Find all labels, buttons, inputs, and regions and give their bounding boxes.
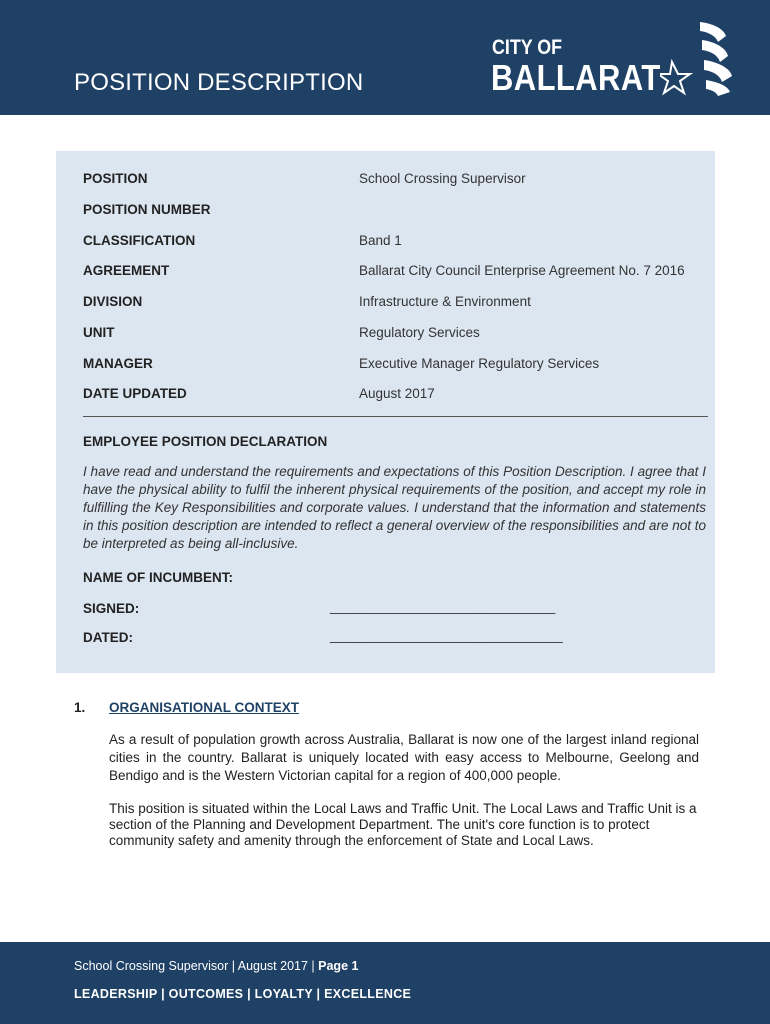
section-heading: ORGANISATIONAL CONTEXT — [109, 700, 300, 715]
detail-value-manager: Executive Manager Regulatory Services — [359, 356, 600, 371]
footer-page-number: Page 1 — [318, 959, 359, 973]
footer-document-info — [74, 959, 358, 973]
detail-value-division: Infrastructure & Environment — [359, 294, 531, 309]
footer-motto: LEADERSHIP | OUTCOMES | LOYALTY | EXCELLENCE — [74, 987, 412, 1001]
position-details-panel — [56, 151, 715, 673]
declaration-heading: EMPLOYEE POSITION DECLARATION — [83, 434, 328, 449]
page-header — [0, 0, 770, 115]
signed-label: SIGNED: — [83, 601, 140, 616]
detail-label-agreement: AGREEMENT — [83, 263, 170, 278]
logo-ballarat-text: BALLARAT — [491, 57, 661, 98]
date-line: _______________________________ — [330, 628, 563, 643]
signature-line: ______________________________ — [330, 599, 556, 614]
logo-city-of-text: CITY OF — [492, 36, 563, 59]
detail-value-position: School Crossing Supervisor — [359, 171, 526, 186]
detail-value-date-updated: August 2017 — [359, 386, 435, 401]
detail-value-agreement: Ballarat City Council Enterprise Agreement No. 7 2016 — [359, 263, 685, 278]
detail-label-position-number: POSITION NUMBER — [83, 202, 211, 217]
page-footer — [0, 942, 770, 1024]
detail-value-unit: Regulatory Services — [359, 325, 480, 340]
section-number: 1. — [74, 700, 86, 715]
declaration-text: I have read and understand the requirements and expectations of this Position Description. I agree that I have the physical ability to fulfil the inherent physical requirements of the position, and accept my role in fulfilling the Key Responsibilities and corporate values. I understand that the information and statements in this position description are intended to reflect a general overview of the responsibilities and are not to be interpreted as being all-inclusive. — [83, 464, 706, 551]
context-paragraph-1: As a result of population growth across Australia, Ballarat is now one of the largest inland regional cities in the country. Ballarat is uniquely located with easy access to Melbourne, Geelong and Bendigo and is the Western Victorian capital for a region of 400,000 people. — [109, 732, 699, 783]
detail-label-classification: CLASSIFICATION — [83, 233, 196, 248]
section-divider — [83, 416, 708, 417]
document-title: POSITION DESCRIPTION — [74, 69, 364, 96]
detail-label-manager: MANAGER — [83, 356, 153, 371]
incumbent-name-label: NAME OF INCUMBENT: — [83, 570, 233, 585]
dated-label: DATED: — [83, 630, 133, 645]
detail-label-division: DIVISION — [83, 294, 143, 309]
detail-value-classification: Band 1 — [359, 233, 402, 248]
detail-label-date-updated: DATE UPDATED — [83, 386, 187, 401]
city-of-ballarat-logo — [490, 20, 740, 100]
ballarat-star-swirl-icon — [660, 20, 736, 100]
detail-label-unit: UNIT — [83, 325, 115, 340]
detail-label-position: POSITION — [83, 171, 148, 186]
context-paragraph-2: This position is situated within the Local Laws and Traffic Unit. The Local Laws and Traffic Unit is a section of the Planning and Development Department. The unit's core function is to protect community safety and amenity through the enforcement of State and Local Laws. — [109, 801, 697, 848]
footer-doc-text: School Crossing Supervisor | August 2017 | — [74, 959, 319, 973]
